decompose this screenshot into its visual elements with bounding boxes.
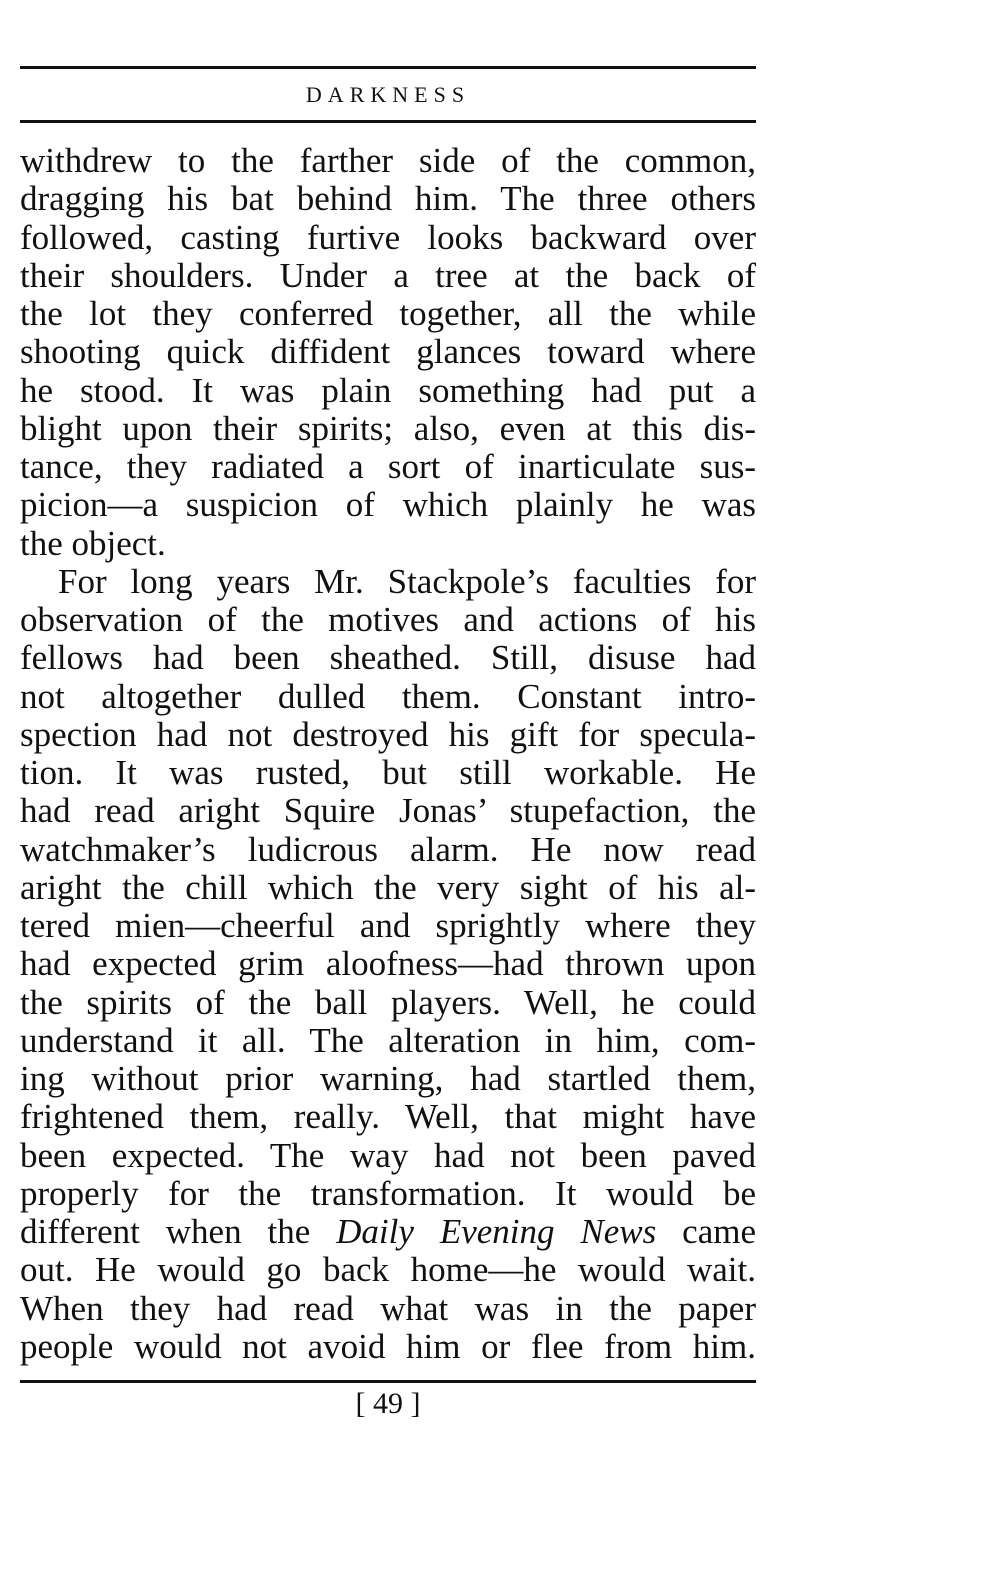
text-line: had expected grim aloofness—had thrown upon — [20, 944, 756, 984]
text-line: fellows had been sheathed. Still, disuse had — [20, 638, 756, 678]
text-line: shooting quick diffident glances toward where — [20, 332, 756, 372]
text-line: followed, casting furtive looks backward over — [20, 217, 756, 257]
text-line: tion. It was rusted, but still workable. He — [20, 753, 756, 792]
text-line: tered mien—cheerful and sprightly where they — [20, 906, 756, 945]
running-head: DARKNESS — [305, 82, 471, 107]
text-line: the spirits of the ball players. Well, he could — [20, 982, 756, 1022]
text-line: observation of the motives and actions of his — [20, 600, 756, 639]
text-line: For long years Mr. Stackpole’s faculties for — [58, 561, 756, 601]
text-line-newspaper — [20, 1213, 756, 1251]
text-line: ing without prior warning, had startled them, — [20, 1059, 756, 1098]
text-line: spection had not destroyed his gift for specula- — [20, 714, 756, 754]
text-line: had read aright Squire Jonas’ stupefaction, the — [20, 791, 756, 831]
text-line: properly for the transformation. It would be — [20, 1173, 756, 1213]
text-line: watchmaker’s ludicrous alarm. He now read — [20, 829, 756, 869]
text-line: been expected. The way had not been paved — [20, 1135, 756, 1175]
text-line: the lot they conferred together, all the while — [20, 294, 756, 333]
text-line: aright the chill which the very sight of his al- — [20, 867, 756, 907]
text-line: When they had read what was in the paper — [20, 1288, 756, 1328]
text-line: withdrew to the farther side of the common, — [20, 141, 756, 180]
footer-rule — [20, 1380, 756, 1383]
text-line: not altogether dulled them. Constant intro- — [20, 676, 756, 716]
text-line: out. He would go back home—he would wait. — [20, 1250, 756, 1290]
text-line: people would not avoid him or flee from him. — [20, 1326, 756, 1366]
page-number: [ 49 ] — [355, 1387, 421, 1420]
text-line: tance, they radiated a sort of inarticulate sus- — [20, 447, 756, 486]
body-text — [20, 142, 756, 1366]
newspaper-title: Daily Evening News — [336, 1212, 657, 1251]
text-line: frightened them, really. Well, that might have — [20, 1097, 756, 1137]
text-line: their shoulders. Under a tree at the back of — [20, 255, 756, 295]
text-fragment: different when the — [20, 1212, 337, 1251]
text-line: dragging his bat behind him. The three others — [20, 179, 756, 219]
text-fragment: came — [656, 1212, 757, 1251]
text-line: understand it all. The alteration in him, com- — [20, 1020, 756, 1060]
header-top-rule — [20, 66, 756, 69]
book-page — [20, 0, 756, 1596]
text-line: blight upon their spirits; also, even at this dis- — [20, 408, 756, 448]
text-line: the object. — [20, 523, 166, 563]
text-line: he stood. It was plain something had put a — [20, 370, 756, 410]
text-line: picion—a suspicion of which plainly he was — [20, 485, 756, 525]
header-bottom-rule — [20, 120, 756, 123]
